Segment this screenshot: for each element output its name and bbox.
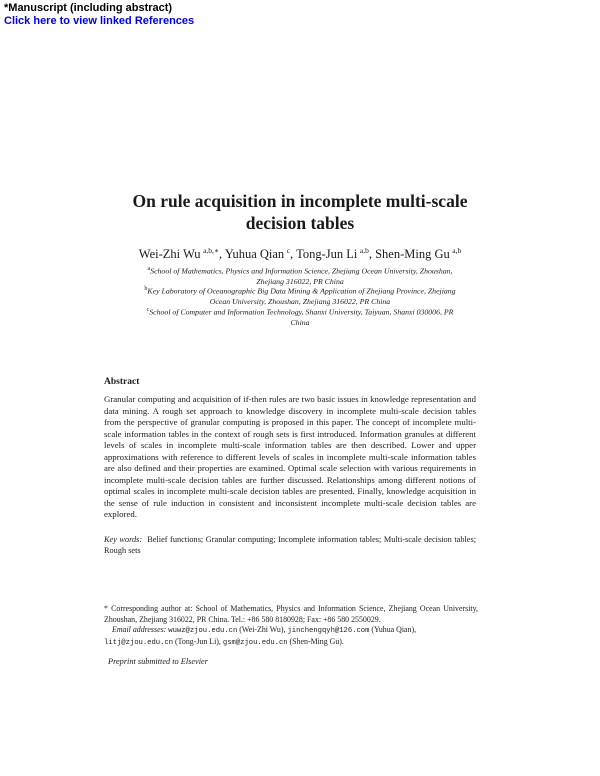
- email-owner: (Shen-Ming Gu).: [287, 636, 344, 646]
- email-owner: (Yuhua Qian),: [369, 625, 417, 635]
- author-affil-mark: a,b: [452, 246, 462, 255]
- affiliation-line: School of Mathematics, Physics and Information Science, Zhejiang Ocean University, Zhoushan,: [150, 266, 453, 276]
- affiliation-mark: a: [147, 266, 151, 272]
- affiliation-c: [118, 305, 482, 328]
- preprint-note: Preprint submitted to Elsevier: [108, 657, 208, 666]
- email-owner: (Wei-Zhi Wu),: [237, 625, 288, 635]
- abstract-text: Granular computing and acquisition of if-then rules are two basic issues in knowledge representation and data mining. A rough set approach to knowledge discovery in incomplete multi-scale decision tables from the perspective of granular computing is proposed in this paper. The concept of incomplete multi-scale information tables in the context of rough sets is first introduced. Information granules at different levels of scales in incomplete multi-scale information tables are then described. Lower and upper approximations with reference to different levels of scales in incomplete multi-scale information tables are also defined and their properties are examined. Optimal scale selection with various requirements in incomplete multi-scale decision tables are further discussed. Relationships among different notions of optimal scales in incomplete multi-scale decision tables are presented. Finally, knowledge acquisition in the sense of rule induction in consistent and inconsistent incomplete multi-scale decision tables are explored.: [104, 394, 476, 520]
- author-separator: ,: [290, 247, 297, 262]
- keywords-text: Belief functions; Granular computing; Incomplete information tables; Multi-scale decision tables; Rough sets: [104, 535, 476, 555]
- title-line-1: On rule acquisition in incomplete multi-scale: [132, 191, 468, 211]
- footnote: [104, 604, 478, 648]
- email-address[interactable]: jinchengqyh@126.com: [287, 627, 370, 636]
- author-affil-mark: a,b,∗: [203, 246, 220, 255]
- email-owner: (Tong-Jun Li),: [173, 636, 223, 646]
- author-name: Yuhua Qian: [224, 247, 285, 262]
- author-name: Tong-Jun Li: [296, 247, 358, 262]
- keywords-label: Key words:: [104, 535, 143, 544]
- author-separator: ,: [368, 247, 376, 262]
- paper-title: [60, 190, 540, 234]
- affiliation-line: Ocean University, Zhoushan, Zhejiang 316022, PR China: [209, 296, 391, 306]
- affiliation-b: [118, 284, 482, 307]
- manuscript-banner: [4, 2, 194, 28]
- affiliation-mark: b: [144, 286, 148, 292]
- author-affil-mark: a,b: [359, 246, 369, 255]
- linked-references-link[interactable]: Click here to view linked References: [4, 15, 195, 27]
- email-address[interactable]: gsm@zjou.edu.cn: [222, 638, 288, 647]
- email-address[interactable]: wuwz@zjou.edu.cn: [168, 627, 238, 636]
- author-list: [60, 243, 540, 262]
- author-separator: ,: [219, 247, 225, 262]
- title-line-2: decision tables: [245, 213, 355, 233]
- abstract-heading: Abstract: [104, 377, 140, 387]
- affiliation-line: Key Laboratory of Oceanographic Big Data Mining & Application of Zhejiang Province, Zhejiang: [147, 286, 456, 296]
- keywords: [104, 534, 476, 556]
- author-name: Wei-Zhi Wu: [138, 247, 201, 262]
- affiliation-line: School of Computer and Information Technology, Shanxi University, Taiyuan, Shanxi 030006, PR: [149, 307, 454, 317]
- affiliation-line: Zhejiang 316022, PR China: [256, 276, 344, 286]
- author-name: Shen-Ming Gu: [375, 247, 450, 262]
- author-affil-mark: c: [286, 246, 291, 255]
- affiliation-mark: c: [146, 307, 150, 313]
- manuscript-label: *Manuscript (including abstract): [4, 2, 173, 14]
- corresponding-author-note: * Corresponding author at: School of Mathematics, Physics and Information Science, Zhejiang Ocean University, Zhoushan, Zhejiang 316022, PR China. Tel.: +86 580 8180928; Fax: +86 580 2550029.: [104, 604, 478, 624]
- email-label: Email addresses:: [112, 625, 167, 635]
- email-address[interactable]: litj@zjou.edu.cn: [104, 638, 174, 647]
- affiliation-line: China: [290, 317, 310, 327]
